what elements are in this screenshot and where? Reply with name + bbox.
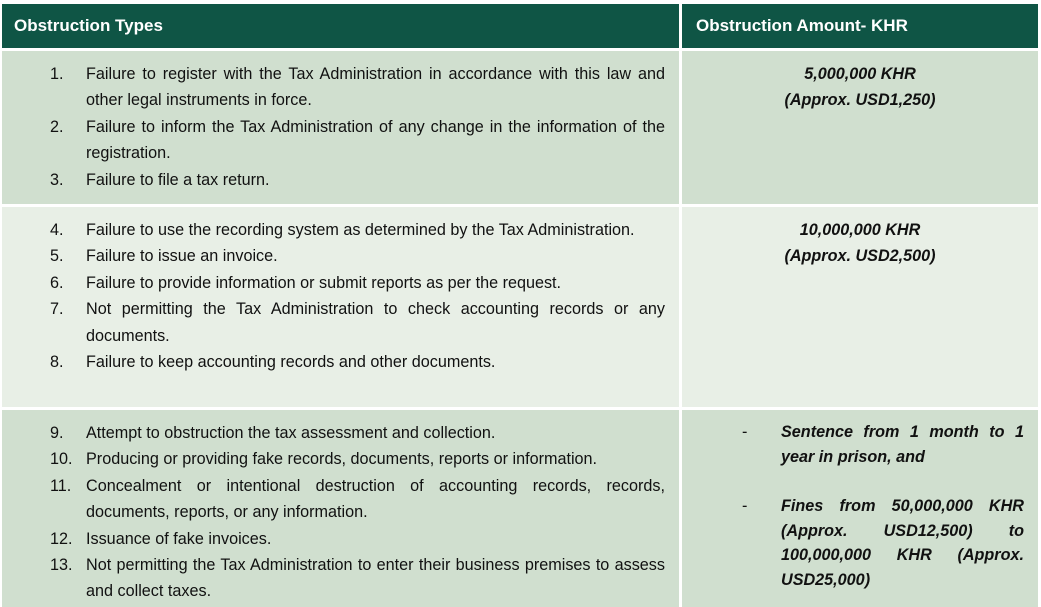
item-number: 12. <box>50 529 73 548</box>
list-item <box>22 420 665 446</box>
table-header <box>2 4 1038 51</box>
list-item <box>22 114 665 167</box>
obstruction-amount-cell <box>682 51 1038 204</box>
item-text: Issuance of fake invoices. <box>86 529 272 548</box>
list-item <box>22 526 665 552</box>
item-number: 11. <box>50 476 72 495</box>
dash-bullet: - <box>742 423 748 441</box>
amount-khr: 5,000,000 KHR <box>804 65 916 83</box>
item-number: 8. <box>50 353 64 372</box>
penalty-item <box>696 420 1024 469</box>
amount-usd: (Approx. USD1,250) <box>784 91 936 110</box>
penalty-text: Sentence from 1 month to 1 year in prison, and <box>781 423 1024 466</box>
item-text: Failure to file a tax return. <box>86 170 270 189</box>
obstruction-amount-cell <box>682 207 1038 407</box>
obstruction-penalty-cell <box>682 410 1038 607</box>
item-number: 13. <box>50 556 73 575</box>
item-number: 5. <box>50 247 64 266</box>
item-text: Failure to register with the Tax Administration in accordance with this law and other legal instruments in force. <box>86 65 665 110</box>
item-number: 9. <box>50 424 64 442</box>
amount-usd: (Approx. USD2,500) <box>784 247 936 266</box>
item-number: 3. <box>50 170 64 189</box>
item-number: 6. <box>50 273 64 292</box>
dash-bullet: - <box>742 497 748 516</box>
item-text: Failure to use the recording system as determined by the Tax Administration. <box>86 221 635 239</box>
list-item <box>22 349 665 375</box>
obstruction-types-cell <box>2 207 682 407</box>
obstruction-types-cell <box>2 410 682 607</box>
list-item <box>22 473 665 526</box>
item-text: Not permitting the Tax Administration to check accounting records or any documents. <box>86 300 665 345</box>
amount-khr: 10,000,000 KHR <box>799 221 921 239</box>
item-number: 4. <box>50 221 64 239</box>
list-item <box>22 552 665 605</box>
penalty-text: Fines from 50,000,000 KHR (Approx. USD12,500) to 100,000,000 KHR (Approx. USD25,000) <box>781 497 1024 589</box>
item-number: 7. <box>50 300 64 319</box>
table-row <box>2 207 1038 410</box>
list-item <box>22 296 665 349</box>
item-number: 1. <box>50 65 64 83</box>
item-text: Failure to issue an invoice. <box>86 247 278 266</box>
list-item <box>22 446 665 472</box>
obstruction-table <box>2 4 1038 607</box>
item-text: Attempt to obstruction the tax assessment and collection. <box>86 424 496 442</box>
header-obstruction-amount: Obstruction Amount- KHR <box>696 16 908 35</box>
item-text: Failure to inform the Tax Administration of any change in the information of the registration. <box>86 117 665 163</box>
list-item <box>22 167 665 193</box>
list-item <box>22 61 665 114</box>
item-number: 2. <box>50 117 64 136</box>
list-item <box>22 217 665 243</box>
item-text: Producing or providing fake records, documents, reports or information. <box>86 450 598 469</box>
obstruction-types-cell <box>2 51 682 204</box>
list-item <box>22 270 665 296</box>
item-text: Failure to provide information or submit reports as per the request. <box>86 273 562 292</box>
table-row <box>2 410 1038 607</box>
table-row <box>2 51 1038 207</box>
item-text: Concealment or intentional destruction of accounting records, records, documents, reports, or any information. <box>86 476 665 522</box>
item-number: 10. <box>50 450 73 469</box>
item-text: Failure to keep accounting records and other documents. <box>86 353 496 372</box>
penalty-item <box>696 494 1024 592</box>
item-text: Not permitting the Tax Administration to enter their business premises to assess and collect taxes. <box>86 556 665 601</box>
header-obstruction-types: Obstruction Types <box>2 4 682 48</box>
list-item <box>22 243 665 269</box>
